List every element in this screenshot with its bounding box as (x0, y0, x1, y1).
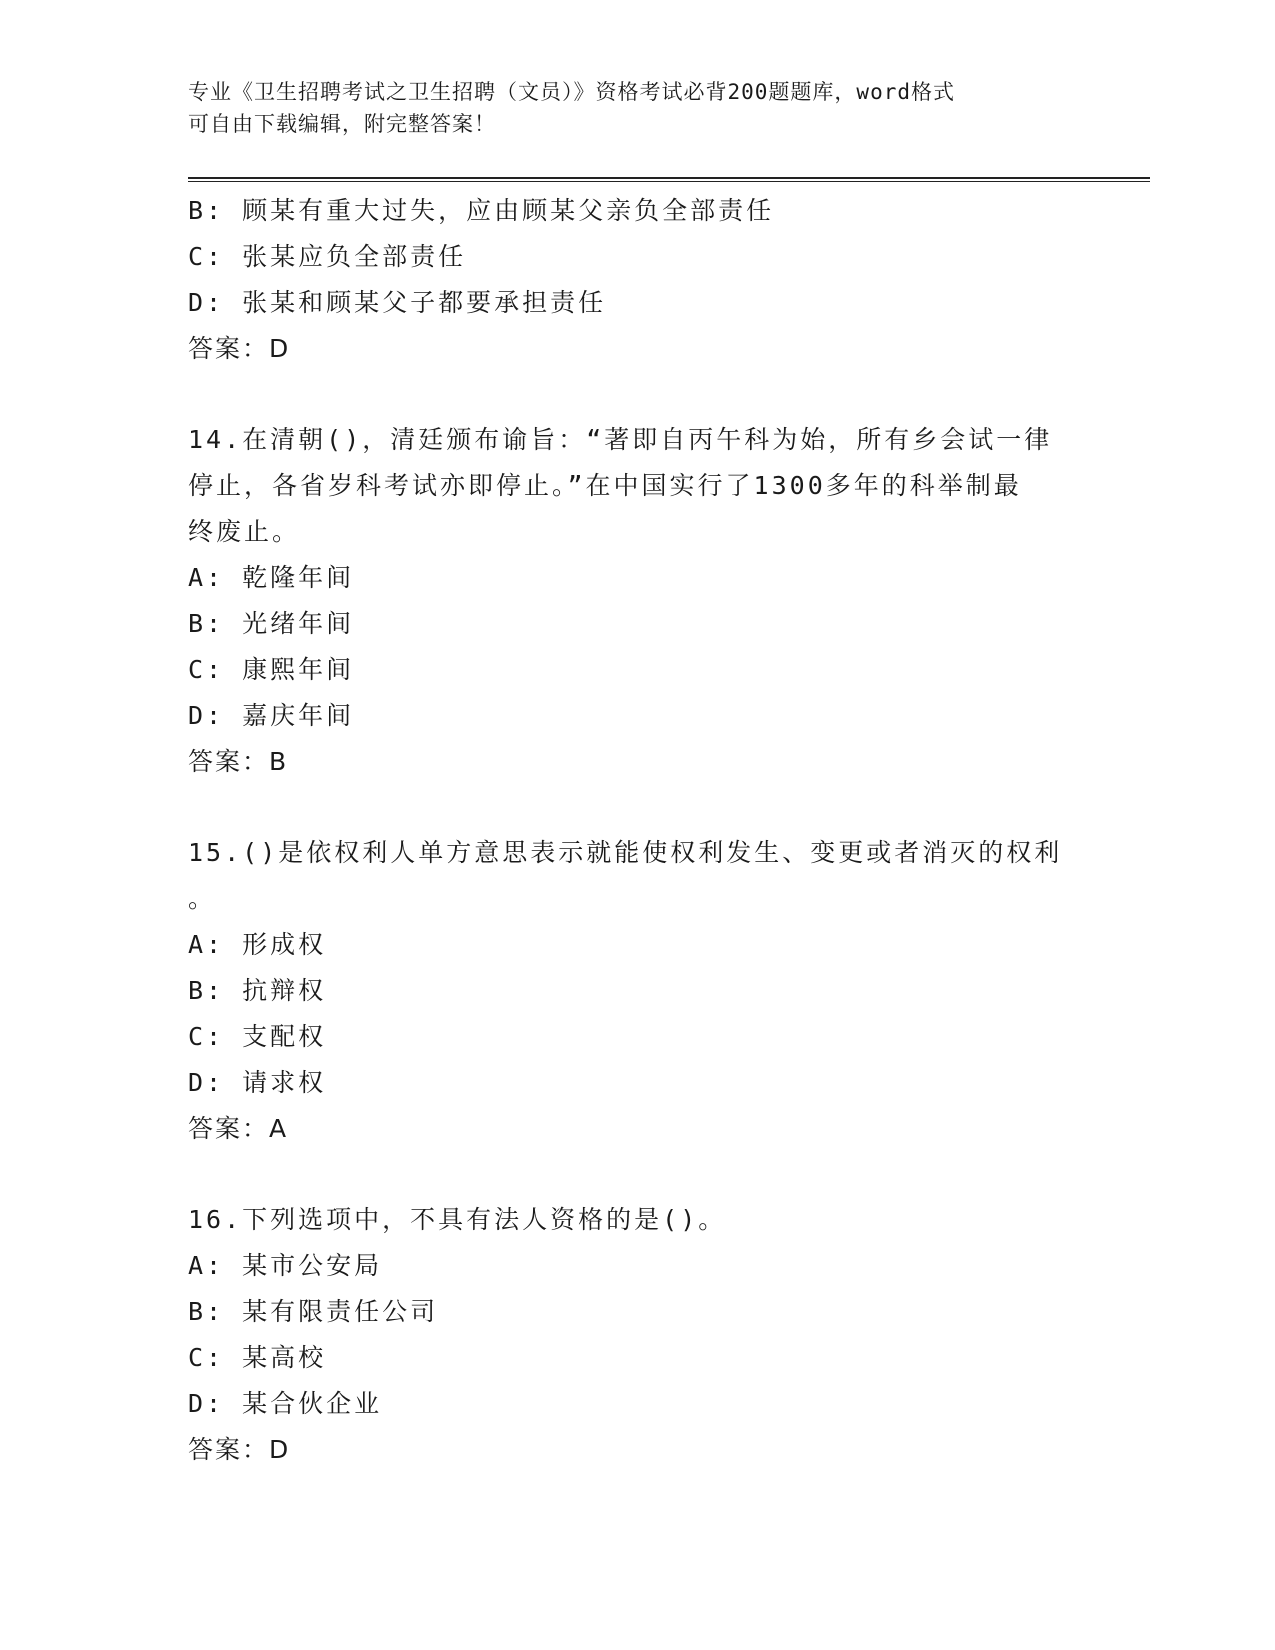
answer-line: 答案：A (188, 1114, 289, 1143)
option-b: B: 光绪年间 (188, 609, 355, 638)
option-d: D: 嘉庆年间 (188, 701, 355, 730)
question-stem-line: 14.在清朝()，清廷颁布谕旨：“著即自丙午科为始，所有乡会试一律 (188, 425, 1053, 454)
option-c: C: 支配权 (188, 1022, 327, 1051)
option-c: C: 某高校 (188, 1343, 327, 1372)
option-b: B: 顾某有重大过失，应由顾某父亲负全部责任 (188, 196, 775, 225)
answer-line: 答案：B (188, 747, 289, 776)
option-d: D: 某合伙企业 (188, 1389, 383, 1418)
option-b: B: 某有限责任公司 (188, 1297, 439, 1326)
question-stem-line: 终废止。 (188, 517, 301, 546)
question-15 (188, 830, 1088, 1152)
header-divider (188, 177, 1150, 182)
option-d: D: 张某和顾某父子都要承担责任 (188, 288, 607, 317)
question-stem-line: 16.下列选项中，不具有法人资格的是()。 (188, 1205, 727, 1234)
question-16 (188, 1197, 1088, 1473)
question-stem-line: 15.()是依权利人单方意思表示就能使权利发生、变更或者消灭的权利 (188, 838, 1063, 867)
option-a: A: 某市公安局 (188, 1251, 383, 1280)
question-13-continued (188, 188, 1088, 372)
spacer (188, 1152, 1088, 1197)
question-stem-line: 。 (188, 884, 217, 913)
question-list (188, 188, 1088, 1473)
header-line-1: 专业《卫生招聘考试之卫生招聘（文员）》资格考试必背200题题库，word格式 (188, 80, 955, 104)
document-header (188, 76, 1078, 140)
question-14 (188, 417, 1088, 785)
option-a: A: 乾隆年间 (188, 563, 355, 592)
option-b: B: 抗辩权 (188, 976, 327, 1005)
option-c: C: 张某应负全部责任 (188, 242, 467, 271)
answer-line: 答案：D (188, 334, 291, 363)
option-c: C: 康熙年间 (188, 655, 355, 684)
answer-line: 答案：D (188, 1435, 291, 1464)
spacer (188, 785, 1088, 830)
question-stem-line: 停止，各省岁科考试亦即停止。”在中国实行了1300多年的科举制最 (188, 471, 1022, 500)
option-a: A: 形成权 (188, 930, 327, 959)
option-d: D: 请求权 (188, 1068, 327, 1097)
header-line-2: 可自由下载编辑，附完整答案！ (188, 112, 496, 136)
spacer (188, 372, 1088, 417)
